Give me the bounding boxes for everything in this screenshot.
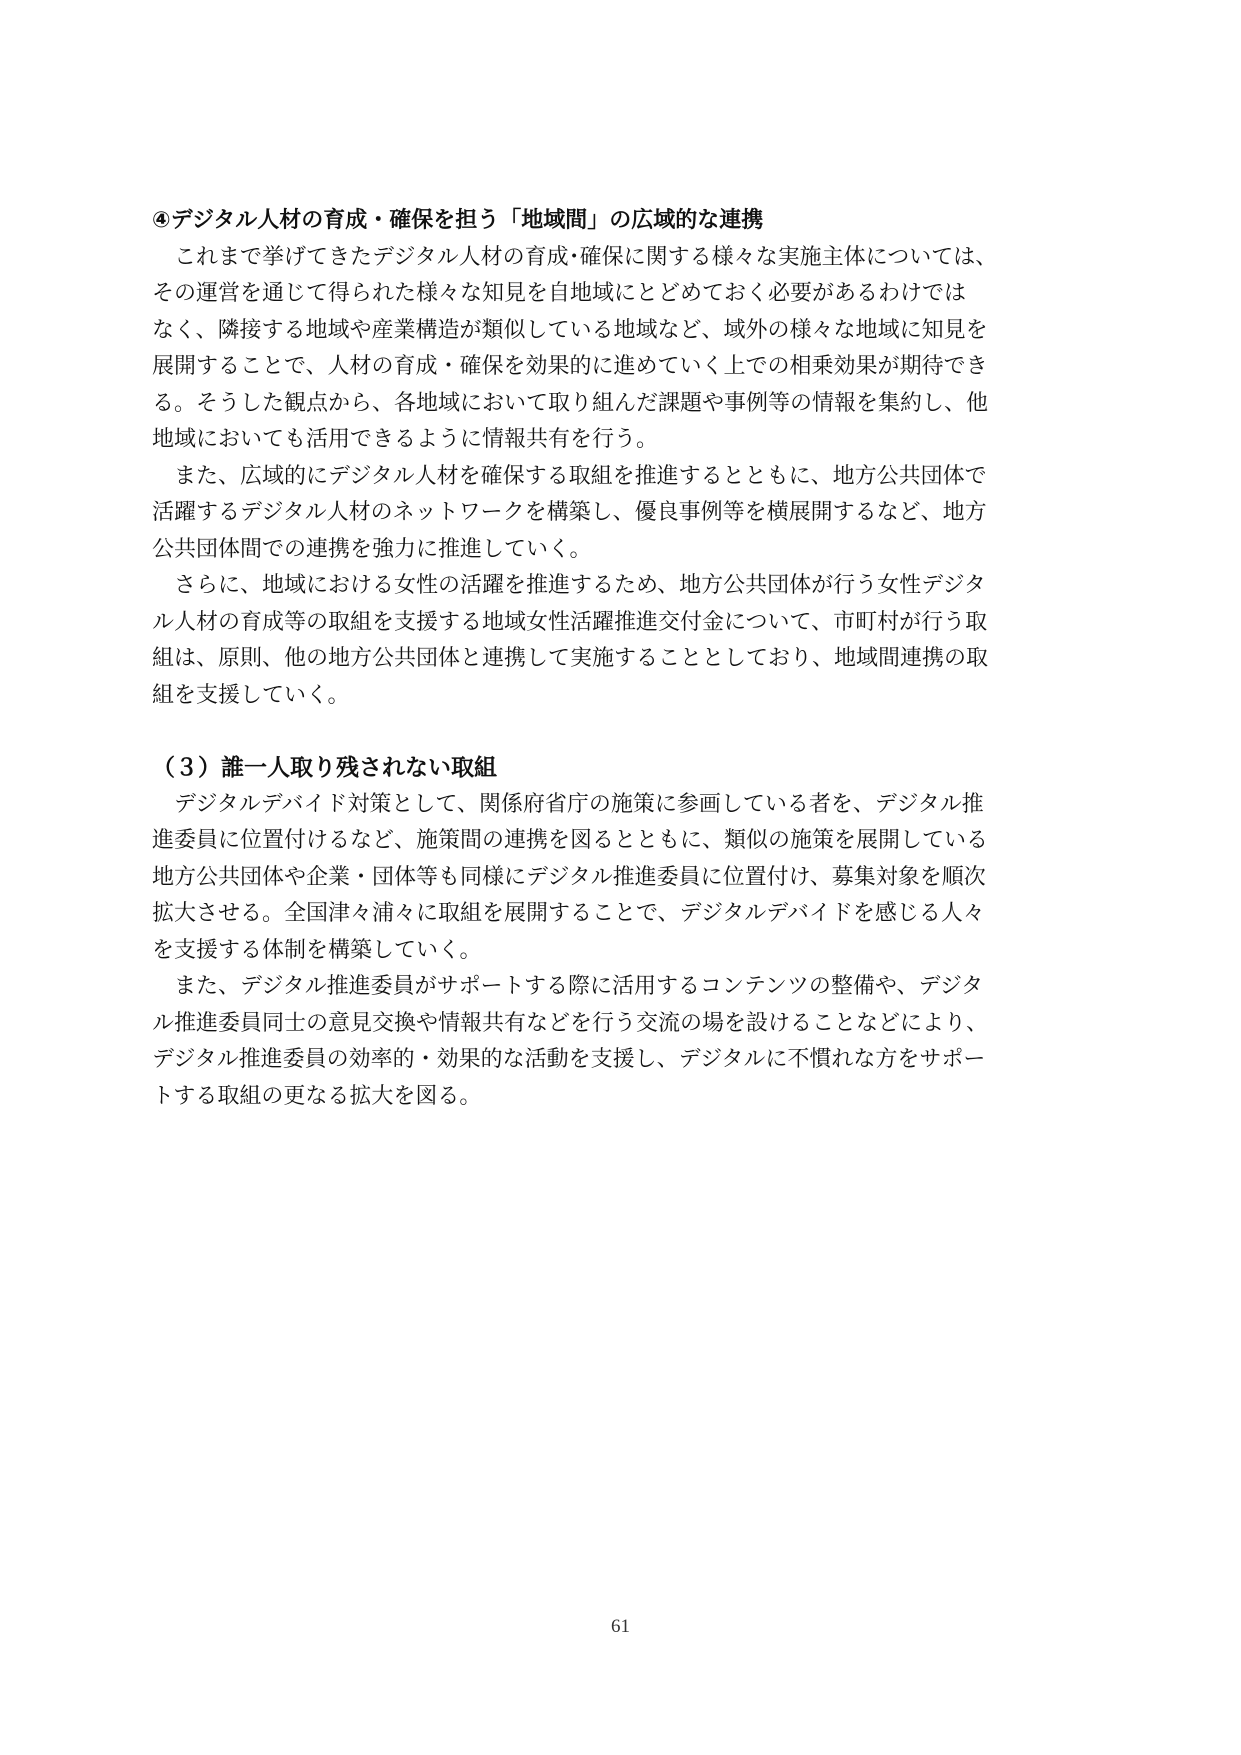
text-line: なく、隣接する地域や産業構造が類似している地域など、域外の様々な地域に知見を [152, 317, 988, 343]
section-spacer [152, 714, 1087, 750]
text-line: ル推進委員同士の意見交換や情報共有などを行う交流の場を設けることなどにより、 [152, 1010, 989, 1036]
text-line: また、広域的にデジタル人材を確保する取組を推進するとともに、地方公共団体で [174, 463, 987, 489]
text-line: を支援する体制を構築していく。 [152, 937, 482, 963]
text-line: ル人材の育成等の取組を支援する地域女性活躍推進交付金について、市町村が行う取 [152, 609, 988, 635]
text-line: 進委員に位置付けるなど、施策間の連携を図るとともに、類似の施策を展開している [152, 828, 989, 853]
text-line: 公共団体間での連携を強力に推進していく。 [152, 536, 592, 562]
text-line: また、デジタル推進委員がサポートする際に活用するコンテンツの整備や、デジタ [174, 974, 984, 999]
text-line: 活躍するデジタル人材のネットワークを構築し、優良事例等を横展開するなど、地方 [152, 500, 987, 525]
paragraph [152, 969, 1087, 1115]
text-line: 地方公共団体や企業・団体等も同様にデジタル推進委員に位置付け、募集対象を順次 [152, 864, 986, 890]
text-line: 展開することで、人材の育成・確保を効果的に進めていく上での相乗効果が期待でき [152, 354, 988, 379]
paragraph [152, 787, 1087, 970]
page-number: 61 [611, 1616, 630, 1637]
text-line: その運営を通じて得られた様々な知見を自地域にとどめておく必要があるわけでは [152, 281, 967, 306]
page-content [152, 203, 1087, 1115]
text-line: る。そうした観点から、各地域において取り組んだ課題や事例等の情報を集約し、他 [152, 390, 989, 416]
subsection-heading: ④デジタル人材の育成・確保を担う「地域間」の広域的な連携 [152, 208, 764, 233]
text-line: 組は、原則、他の地方公共団体と連携して実施することとしており、地域間連携の取 [152, 646, 989, 671]
text-line: 拡大させる。全国津々浦々に取組を展開することで、デジタルデバイドを感じる人々 [152, 901, 985, 926]
text-line: 組を支援していく。 [152, 682, 350, 708]
text-line: デジタル推進委員の効率的・効果的な活動を支援し、デジタルに不慣れな方をサポー [152, 1047, 986, 1072]
text-line: デジタルデバイド対策として、関係府省庁の施策に参画している者を、デジタル推 [174, 791, 984, 817]
paragraph [152, 240, 1087, 459]
text-line: 地域においても活用できるように情報共有を行う。 [152, 427, 659, 452]
text-line: これまで挙げてきたデジタル人材の育成･確保に関する様々な実施主体については、 [174, 244, 998, 270]
paragraph [152, 568, 1087, 714]
text-line: トする取組の更なる拡大を図る。 [152, 1083, 482, 1109]
text-line: さらに、地域における女性の活躍を推進するため、地方公共団体が行う女性デジタ [174, 573, 986, 598]
paragraph [152, 459, 1087, 569]
section-title: （３）誰一人取り残されない取組 [152, 755, 497, 781]
